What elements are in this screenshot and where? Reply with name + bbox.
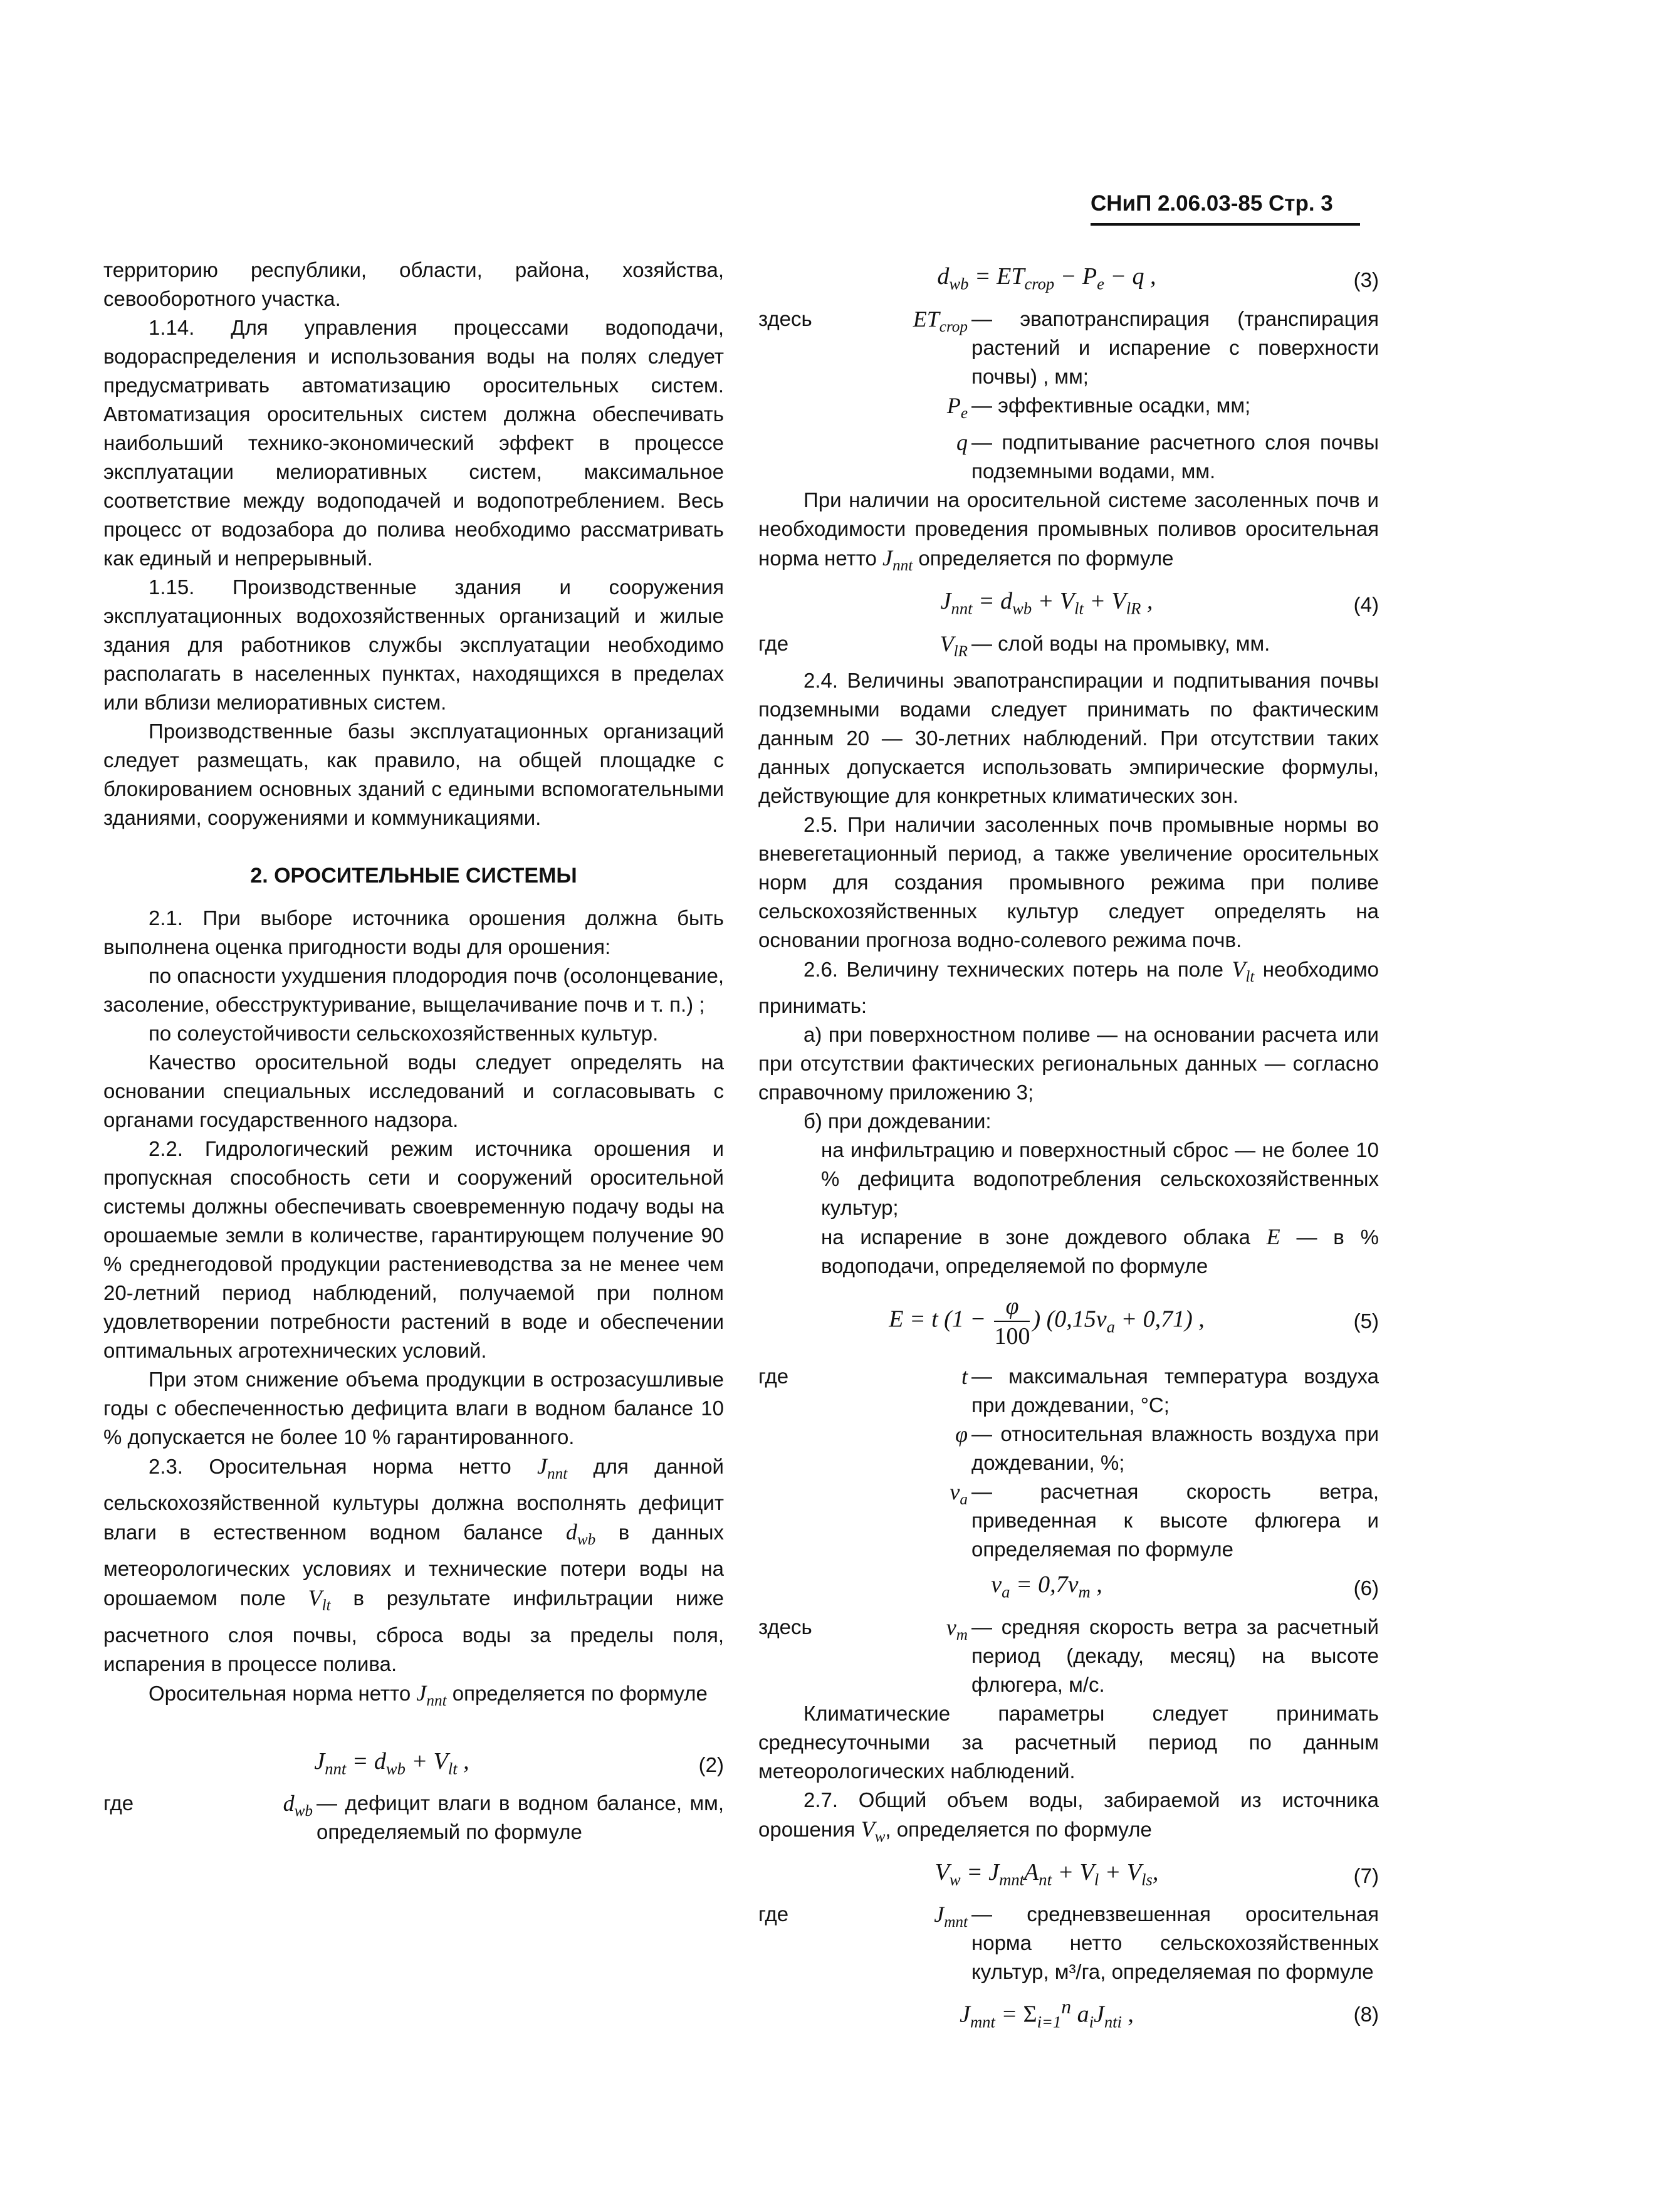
paragraph: При этом снижение объема продукции в острозасушливые годы с обеспеченностью дефицита влаги в водном балансе 10 % допускается не более 10 % гарантированного. — [103, 1368, 724, 1449]
list-item: б) при дождевании: — [803, 1109, 992, 1133]
list-item: по солеустойчивости сельскохозяйственных культур. — [149, 1022, 659, 1045]
paragraph-2-3: 2.3. Оросительная норма нетто $J_{nnt}$ для данной сельскохозяйственной культуры должна восполнять дефицит влаги в естественном водном балансе $d_{wb}$ в данных метеорологических условиях и технические потери воды на орошаемом поле $V_{lt}$ в результате инфильтрации ниже расчетного слоя почвы, сброса воды за пределы поля, испарения в процессе полива. — [103, 1454, 725, 1675]
formula-3: $d_{wb} = ET_{crop} - P_e - q$ , (3) — [937, 263, 1379, 293]
paragraph: Производственные базы эксплуатационных организаций следует размещать, как правило, на общей площадке с блокированием основных зданий с едиными вспомогательными зданиями, сооружениями и коммуникациями. — [103, 720, 724, 829]
definition-list: где t — максимальная температура воздуха при дождевании, °С; φ — относительная влажность воздуха при дождевании, %; $v_a$ — расчетная скорость ветра, приведенная к высоте флюгера и определяемая по формуле — [758, 1363, 1379, 1561]
document-header: СНиП 2.06.03-85 Стр. 3 — [1091, 189, 1360, 226]
definition-list: где $d_{wb}$ — дефицит влаги в водном балансе, мм, определяемый по формуле — [103, 1791, 724, 1844]
paragraph: территорию республики, области, района, хозяйства, севооборотного участка. — [103, 258, 724, 310]
paragraph-2-2: 2.2. Гидрологический режим источника орошения и пропускная способность сети и сооружений оросительной системы должны обеспечивать своевременную подачу воды на орошаемые земли в количестве, гарантирующем получение 90 % среднегодовой продукции растениеводства за не менее чем 20-летний период наблюдений, получаемой при полном удовлетворении потребности растений в воде и обеспечении оптимальных агротехнических условий. — [103, 1137, 724, 1362]
left-column — [103, 256, 724, 1847]
formula-8: $J_{mnt} = \Sigma_{i=1}^n$ $a_iJ_{nti}$ , (8) — [960, 1996, 1379, 2031]
paragraph-1-15: 1.15. Производственные здания и сооружения эксплуатационных водохозяйственных организаций и жилые здания для работников службы эксплуатации необходимо располагать в населенных пунктах, находящихся в пределах или вблизи мелиоративных систем. — [103, 575, 724, 714]
definition-list: где $V_{lR}$ — слой воды на промывку, мм. — [758, 631, 1270, 660]
paragraph-2-7: 2.7. Общий объем воды, забираемой из источника орошения $V_w$, определяется по формуле — [758, 1788, 1379, 1845]
list-item: на инфильтрацию и поверхностный сброс — не более 10 % дефицита водопотребления сельскохозяйственных культур; — [821, 1138, 1379, 1219]
paragraph-2-1: 2.1. При выборе источника орошения должна быть выполнена оценка пригодности воды для орошения: — [103, 906, 724, 958]
definition-list: здесь $v_m$ — средняя скорость ветра за расчетный период (декаду, месяц) на высоте флюгера, м/с. — [758, 1614, 1379, 1696]
right-column — [758, 256, 1379, 2043]
list-item: на испарение в зоне дождевого облака E — в % водоподачи, определяемой по формуле — [821, 1224, 1379, 1277]
list-item: а) при поверхностном поливе — на основании расчета или при отсутствии фактических региональных данных — согласно справочному приложению 3; — [758, 1022, 1379, 1104]
formula-4: $J_{nnt} = d_{wb} + V_{lt} + V_{lR}$ , (4) — [940, 587, 1379, 618]
paragraph: Качество оросительной воды следует определять на основании специальных исследований и согласовывать с органами государственного надзора. — [103, 1051, 724, 1131]
definition-list: здесь $ET_{crop}$ — эвапотранспирация (транспирация растений и испарение с поверхности почвы) , мм; $P_e$ — эффективные осадки, мм; q — подпитывание расчетного слоя почвы подземными водами, мм. — [758, 306, 1379, 483]
paragraph: Оросительная норма нетто $J_{nnt}$ определяется по формуле — [149, 1680, 708, 1709]
paragraph-1-14: 1.14. Для управления процессами водоподачи, водораспределения и использования воды на полях следует предусматривать автоматизацию оросительных систем. Автоматизация оросительных систем должна обеспечивать наибольший технико-экономический эффект в процессе эксплуатации мелиоративных систем, максимальное соответствие между водоподачей и водопотреблением. Весь процесс от водозабора до полива необходимо рассматривать как единый и непрерывный. — [103, 316, 724, 570]
formula-5: E = t (1 − $\frac{\varphi}{100}$ ) $(0,15v_a + 0,71)$ , (5) — [889, 1292, 1379, 1350]
section-heading: 2. ОРОСИТЕЛЬНЫЕ СИСТЕМЫ — [250, 864, 577, 888]
paragraph: Климатические параметры следует принимать среднесуточными за расчетный период по данным метеорологических наблюдений. — [758, 1701, 1379, 1783]
formula-2: $J_{nnt} = d_{wb} + V_{lt}$ , (2) — [314, 1748, 724, 1778]
definition-list: где $J_{mnt}$ — средневзвешенная оросительная норма нетто сельскохозяйственных культур, м³/га, определяемая по формуле — [758, 1902, 1379, 1984]
paragraph: При наличии на оросительной системе засоленных почв и необходимости проведения промывных поливов оросительная норма нетто $J_{nnt}$ определяется по формуле — [758, 488, 1379, 574]
list-item: по опасности ухудшения плодородия почв (осолонцевание, засоление, обесструктуривание, выщелачивание почв и т. п.) ; — [103, 964, 724, 1016]
paragraph-2-6: 2.6. Величину технических потерь на поле $V_{lt}$ необходимо принимать: — [758, 956, 1379, 1017]
paragraph-2-4: 2.4. Величины эвапотранспирации и подпитывания почвы подземными водами следует принимать по фактическим данным 20 — 30-летних наблюдений. При отсутствии таких данных допускается использовать эмпирические формулы, действующие для конкретных климатических зон. — [758, 668, 1379, 807]
paragraph-2-5: 2.5. При наличии засоленных почв промывные нормы во вневегетационный период, а также увеличение оросительных норм для создания промывного режима при поливе сельскохозяйственных культур следует определять на основании прогноза водно-солевого режима почв. — [758, 812, 1379, 951]
formula-6: $v_a = 0,7v_m$ , (6) — [991, 1571, 1379, 1601]
formula-7: $V_w = J_{mnt}A_{nt} + V_l + V_{ls}$, (7) — [934, 1858, 1379, 1889]
